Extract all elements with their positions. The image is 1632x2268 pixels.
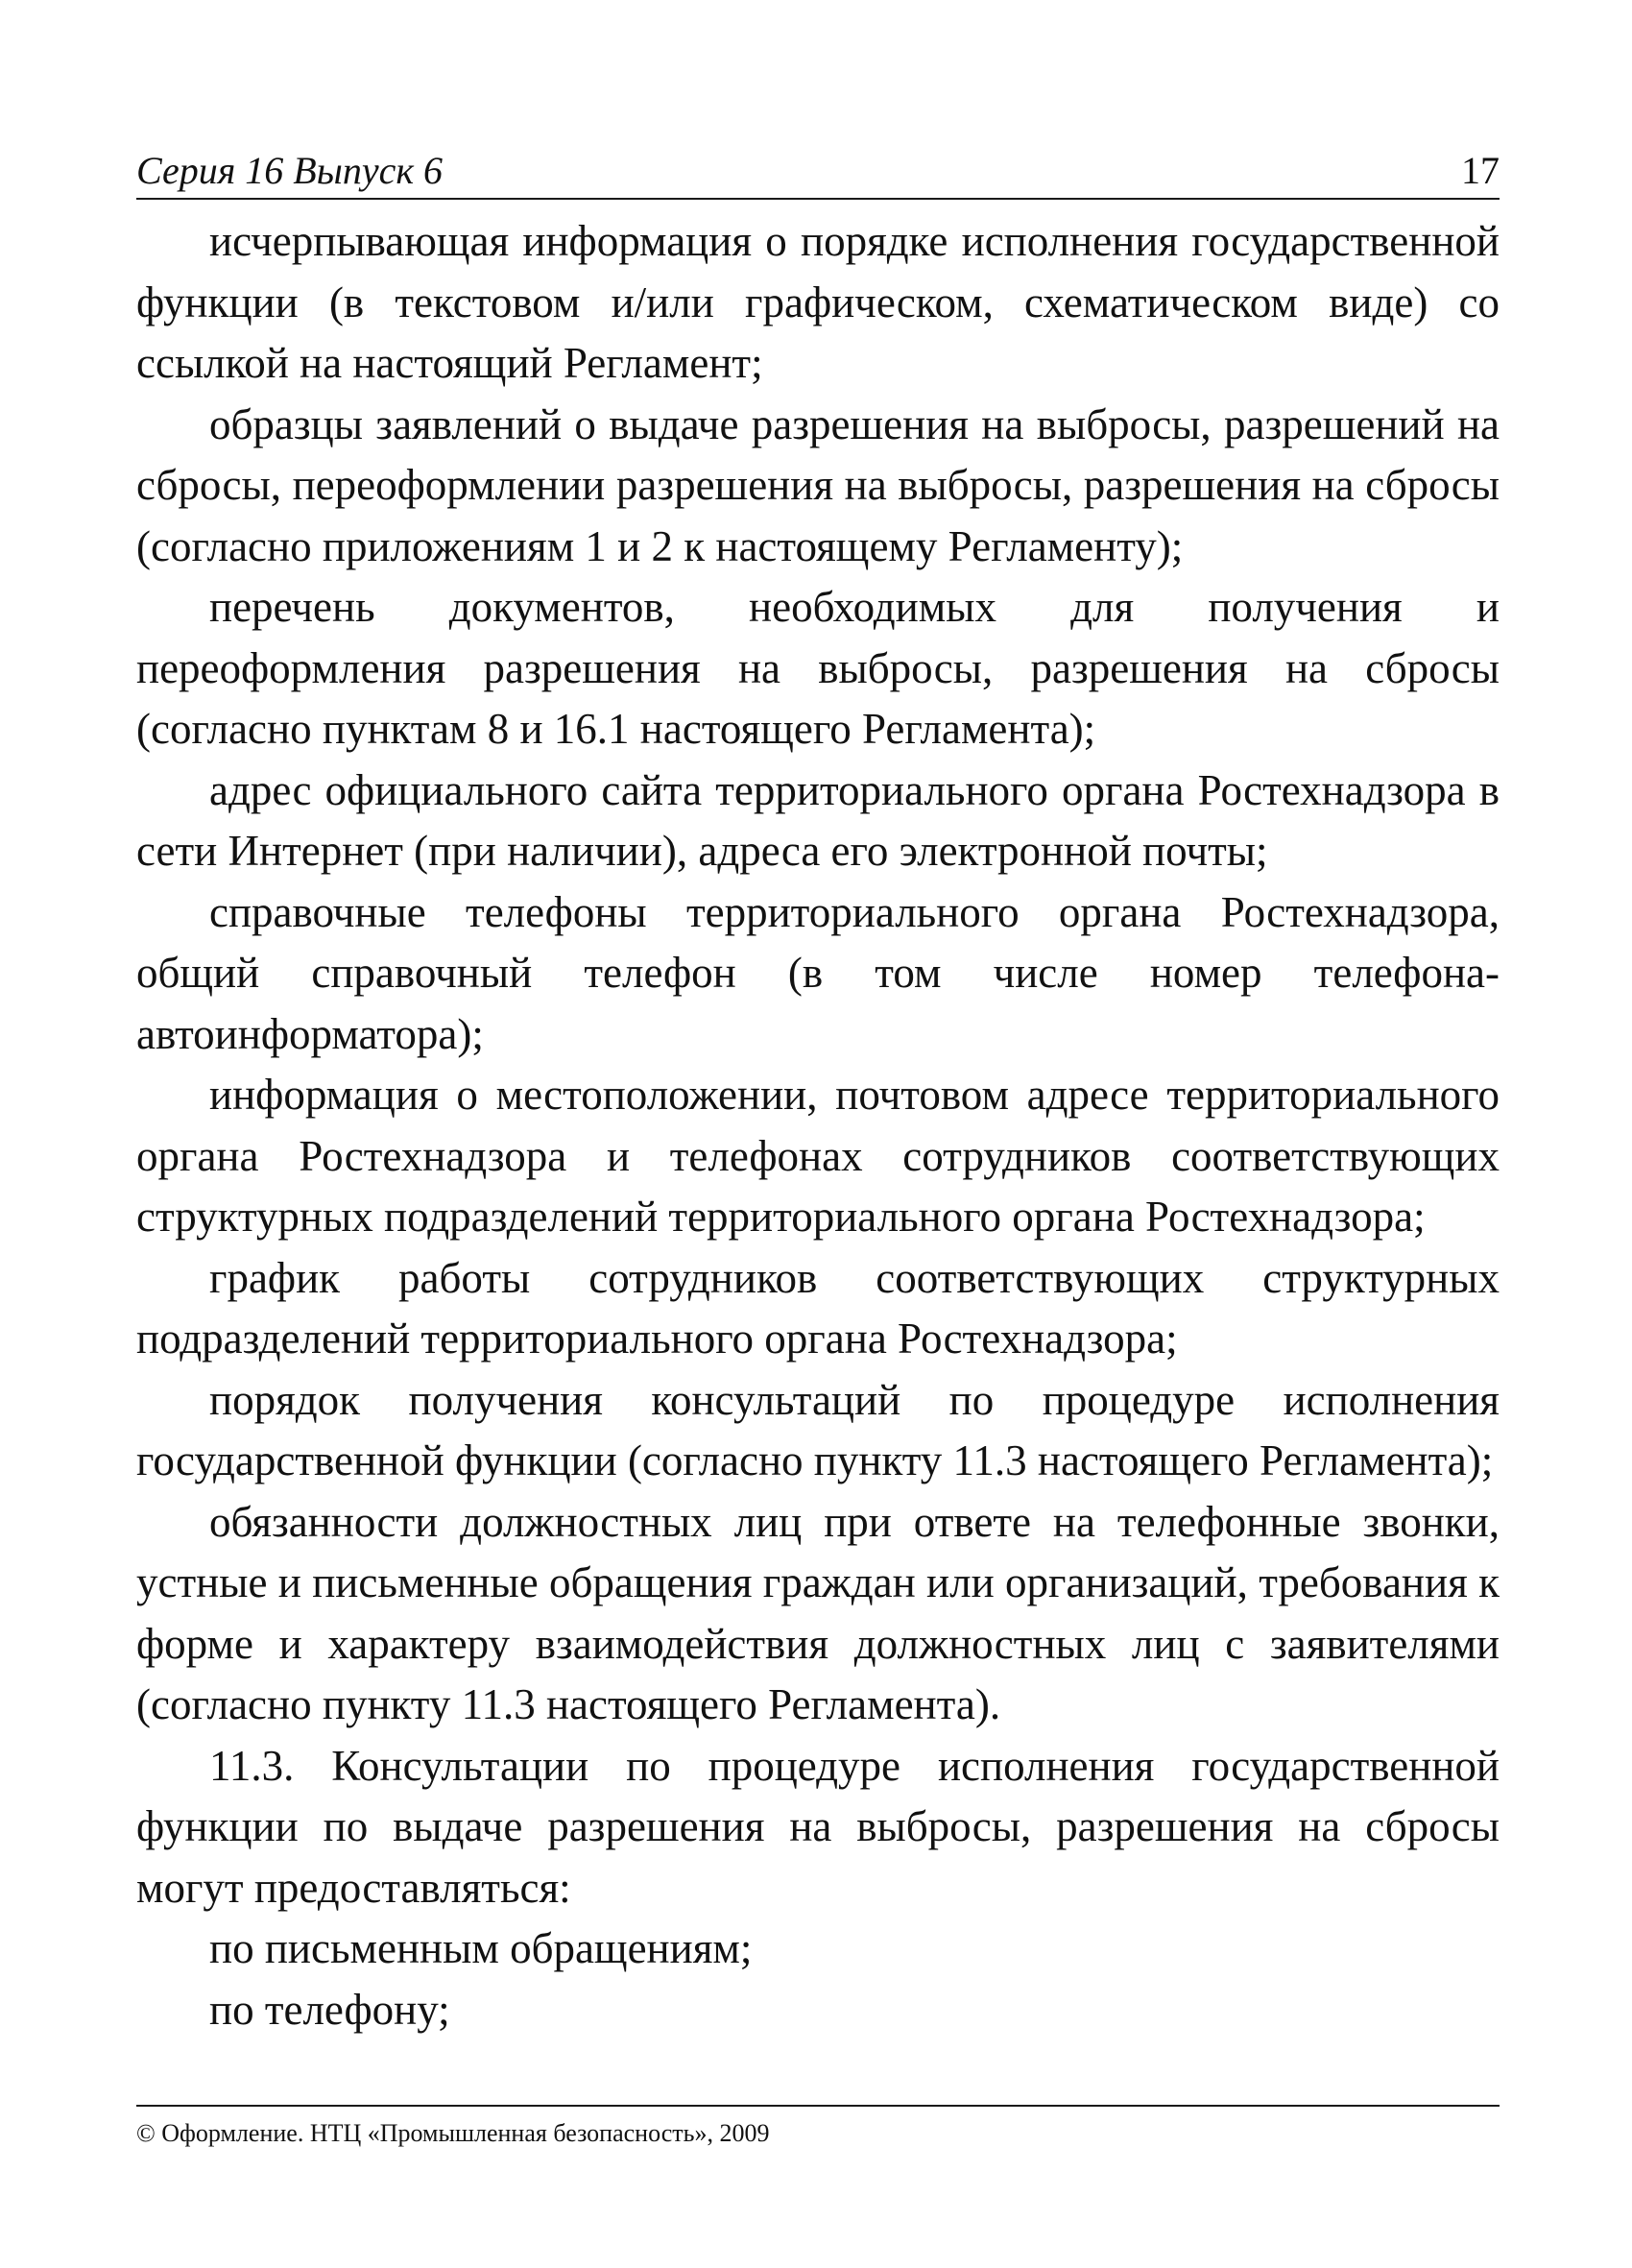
page-header (136, 144, 1500, 200)
paragraph: исчерпывающая информация о порядке исполнения государственной функции (в текстовом и/или графическом, схематическом виде) со ссылкой на настоящий Регламент; (136, 217, 1500, 387)
paragraph: информация о местоположении, почтовом адресе территориального органа Ростехнадзора и телефонах сотрудников соответствующих структурных подразделений территориального органа Ростехнадзора; (136, 1071, 1500, 1241)
paragraph: обязанности должностных лиц при ответе на телефонные звонки, устные и письменные обращения граждан или организаций, требования к форме и характеру взаимодействия должностных лиц с заявителями (согласно пункту 11.3 настоящего Регламента). (136, 1497, 1500, 1728)
paragraph: адрес официального сайта территориального органа Ростехнадзора в сети Интернет (при наличии), адреса его электронной почты; (136, 765, 1500, 875)
page-footer (136, 2105, 1500, 2149)
page-number: 17 (1461, 149, 1500, 192)
series-label: Серия 16 Выпуск 6 (136, 149, 444, 192)
page-body (136, 211, 1500, 2040)
paragraph: справочные телефоны территориального органа Ростехнадзора, общий справочный телефон (в том числе номер телефона-автоинформатора); (136, 887, 1500, 1058)
paragraph: по письменным обращениям; (209, 1924, 753, 1972)
paragraph: по телефону; (209, 1985, 450, 2034)
paragraph: 11.3. Консультации по процедуре исполнения государственной функции по выдаче разрешения на выбросы, разрешения на сбросы могут предоставляться: (136, 1741, 1500, 1912)
paragraph: график работы сотрудников соответствующих структурных подразделений территориального органа Ростехнадзора; (136, 1253, 1500, 1363)
paragraph: образцы заявлений о выдаче разрешения на выбросы, разрешений на сбросы, переоформлении разрешения на выбросы, разрешения на сбросы (согласно приложениям 1 и 2 к настоящему Регламенту); (136, 399, 1500, 570)
paragraph: порядок получения консультаций по процедуре исполнения государственной функции (согласно пункту 11.3 настоящего Регламента); (136, 1375, 1500, 1484)
copyright-notice: © Оформление. НТЦ «Промышленная безопасность», 2009 (136, 2119, 770, 2147)
paragraph: перечень документов, необходимых для получения и переоформления разрешения на выбросы, разрешения на сбросы (согласно пунктам 8 и 16.1 настоящего Регламента); (136, 583, 1500, 753)
